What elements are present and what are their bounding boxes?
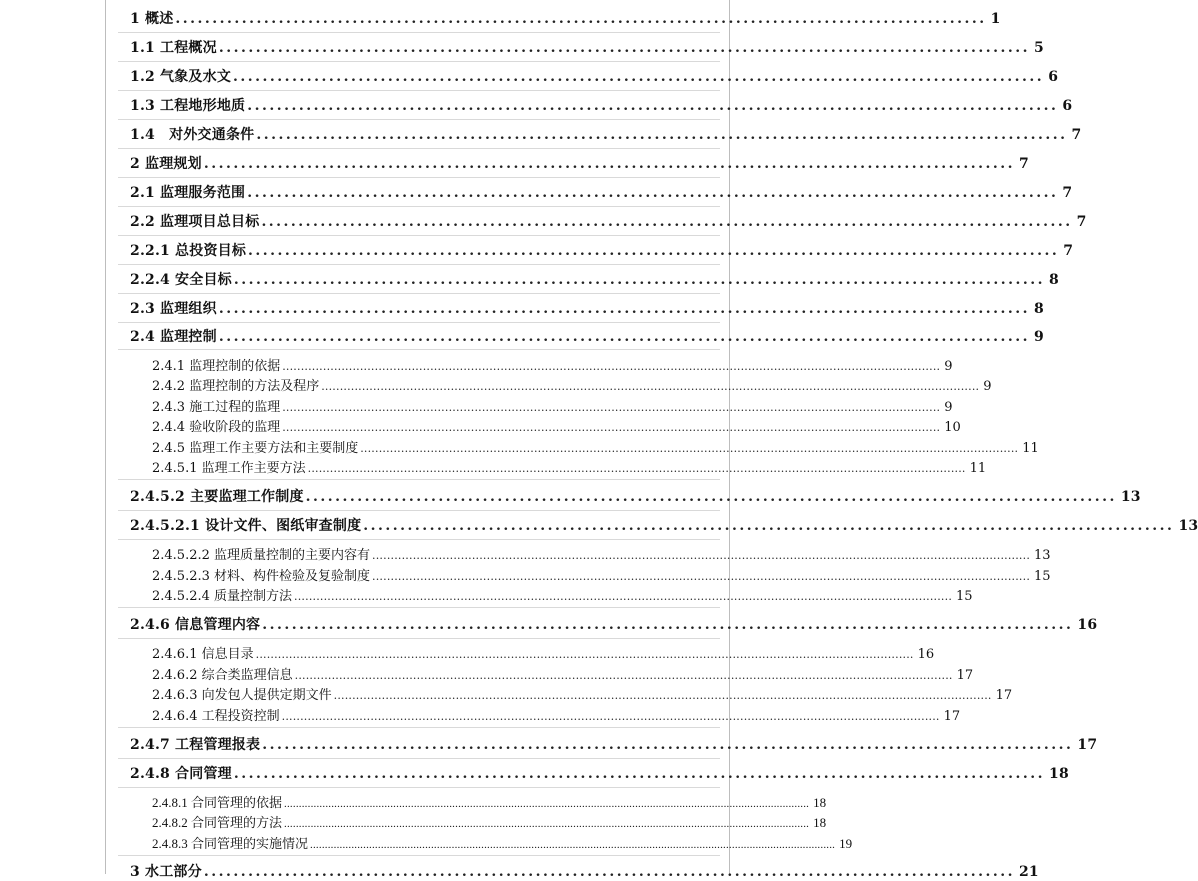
- divider: [118, 206, 720, 207]
- toc-entry-title: 2.2 监理项目总目标: [130, 214, 260, 230]
- toc-entry-page: 8: [1034, 301, 1044, 317]
- divider: [118, 264, 720, 265]
- toc-entry-page: 9: [944, 359, 953, 374]
- toc-leader-dots: ..................................................................................................................................................................................: [333, 689, 992, 702]
- divider: [118, 32, 720, 33]
- toc-leader-dots: ..................................................................................................................................................................................: [310, 839, 836, 851]
- divider: [118, 349, 720, 350]
- toc-entry-page: 9: [1034, 329, 1044, 345]
- divider: [118, 148, 720, 149]
- toc-entry-page: 9: [983, 379, 992, 394]
- toc-entry-title: 1.1 工程概况: [130, 40, 217, 56]
- toc-entry[interactable]: [152, 833, 853, 852]
- toc-leader-dots: ..................................................................................................................................................................................: [372, 570, 1031, 583]
- toc-leader-dots: ..............................................................................................................: [305, 489, 1117, 505]
- toc-entry-title: 1.2 气象及水文: [130, 69, 232, 85]
- toc-entry-page: 6: [1048, 69, 1059, 85]
- toc-entry-title: 2.4 监理控制: [130, 329, 217, 345]
- toc-leader-dots: ..................................................................................................................................................................................: [284, 798, 810, 810]
- toc-entry-title: 2.4.7 工程管理报表: [130, 737, 261, 753]
- toc-entry[interactable]: [130, 486, 1141, 506]
- toc-leader-dots: ..............................................................................................................: [247, 98, 1059, 114]
- toc-leader-dots: ..................................................................................................................................................................................: [294, 669, 953, 682]
- toc-entry-title: 2.2.1 总投资目标: [130, 243, 247, 259]
- toc-entry[interactable]: [130, 8, 1001, 28]
- toc-leader-dots: ..............................................................................................................: [218, 329, 1030, 345]
- toc-entry-page: 7: [1071, 127, 1082, 143]
- toc-entry-page: 1: [990, 11, 1001, 27]
- toc-leader-dots: ..............................................................................................................: [247, 185, 1059, 201]
- toc-entry[interactable]: [152, 396, 953, 415]
- divider: [118, 855, 720, 856]
- toc-entry-page: 9: [944, 400, 953, 415]
- toc-entry-page: 15: [956, 589, 973, 604]
- toc-entry[interactable]: [130, 515, 1198, 535]
- toc-entry[interactable]: [130, 240, 1074, 260]
- toc-leader-dots: ..................................................................................................................................................................................: [372, 549, 1031, 562]
- toc-entry-page: 7: [1063, 243, 1074, 259]
- toc-entry-page: 5: [1034, 40, 1044, 56]
- toc-leader-dots: ..................................................................................................................................................................................: [282, 401, 941, 414]
- divider: [118, 727, 720, 728]
- toc-entry-page: 8: [1049, 272, 1059, 288]
- toc-entry-title: 2.4.8.1 合同管理的依据: [152, 795, 283, 810]
- toc-entry-title: 2.3 监理组织: [130, 301, 217, 317]
- toc-entry[interactable]: [152, 544, 1051, 563]
- toc-entry[interactable]: [152, 812, 827, 831]
- toc-entry[interactable]: [130, 298, 1044, 318]
- divider: [118, 539, 720, 540]
- toc-entry-title: 1.3 工程地形地质: [130, 98, 246, 114]
- toc-entry-title: 3 水工部分: [130, 864, 202, 880]
- toc-leader-dots: ..................................................................................................................................................................................: [321, 380, 980, 393]
- toc-entry[interactable]: [130, 326, 1044, 346]
- toc-entry-title: 2 监理规划: [130, 156, 202, 172]
- toc-leader-dots: ..............................................................................................................: [363, 518, 1175, 534]
- toc-entry-title: 2.4.5.2 主要监理工作制度: [130, 489, 304, 505]
- toc-entry-title: 2.4.8.3 合同管理的实施情况: [152, 836, 309, 851]
- toc-entry-title: 2.4.6.1 信息目录: [152, 647, 254, 662]
- toc-entry-page: 17: [956, 668, 974, 683]
- toc-entry[interactable]: [152, 416, 961, 435]
- toc-entry[interactable]: [152, 375, 992, 394]
- toc-entry-title: 2.4.5.2.1 设计文件、图纸审查制度: [130, 518, 362, 534]
- toc-entry-title: 2.4.6.4 工程投资控制: [152, 709, 280, 724]
- toc-entry[interactable]: [152, 684, 1013, 703]
- toc-leader-dots: ..................................................................................................................................................................................: [255, 648, 914, 661]
- toc-leader-dots: ..................................................................................................................................................................................: [307, 462, 966, 475]
- toc-entry-page: 13: [1178, 518, 1198, 534]
- divider: [118, 293, 720, 294]
- toc-leader-dots: ..............................................................................................................: [218, 40, 1030, 56]
- divider: [118, 638, 720, 639]
- divider: [118, 607, 720, 608]
- toc-entry[interactable]: [152, 457, 987, 476]
- toc-leader-dots: ..............................................................................................................: [233, 272, 1046, 288]
- toc-entry-title: 2.4.5.2.4 质量控制方法: [152, 589, 293, 604]
- toc-entry[interactable]: [130, 153, 1029, 173]
- toc-entry[interactable]: [130, 211, 1087, 231]
- toc-entry-title: 2.4.2 监理控制的方法及程序: [152, 379, 320, 394]
- toc-entry[interactable]: [152, 643, 935, 662]
- toc-leader-dots: ..............................................................................................................: [233, 766, 1046, 782]
- toc-entry[interactable]: [130, 614, 1098, 634]
- toc-entry[interactable]: [130, 95, 1073, 115]
- toc-entry[interactable]: [130, 66, 1059, 86]
- toc-entry[interactable]: [152, 355, 953, 374]
- toc-leader-dots: ..................................................................................................................................................................................: [282, 360, 941, 373]
- toc-entry-page: 16: [917, 647, 935, 662]
- toc-leader-dots: ..............................................................................................................: [218, 301, 1030, 317]
- toc-entry-page: 10: [944, 420, 961, 435]
- toc-entry[interactable]: [130, 269, 1059, 289]
- toc-entry-page: 11: [1022, 441, 1039, 456]
- toc-entry-title: 2.4.4 验收阶段的监理: [152, 420, 281, 435]
- toc-entry[interactable]: [130, 861, 1039, 881]
- toc-leader-dots: ..................................................................................................................................................................................: [294, 590, 953, 603]
- toc-leader-dots: ..............................................................................................................: [203, 864, 1015, 880]
- toc-leader-dots: ..............................................................................................................: [262, 737, 1074, 753]
- toc-entry-title: 2.4.5.2.3 材料、构件检验及复验制度: [152, 569, 371, 584]
- toc-entry-title: 2.4.5.1 监理工作主要方法: [152, 461, 306, 476]
- toc-leader-dots: ..............................................................................................................: [233, 69, 1045, 85]
- toc-entry-title: 2.1 监理服务范围: [130, 185, 246, 201]
- toc-entry-page: 17: [995, 688, 1013, 703]
- divider: [118, 235, 720, 236]
- toc-entry-title: 1.4 对外交通条件: [130, 127, 255, 143]
- toc-entry-page: 19: [839, 836, 853, 851]
- toc-entry-page: 17: [943, 709, 961, 724]
- divider: [118, 758, 720, 759]
- toc-entry-title: 2.4.8 合同管理: [130, 766, 232, 782]
- toc-entry[interactable]: [152, 705, 961, 724]
- toc-entry-title: 2.4.6.2 综合类监理信息: [152, 668, 293, 683]
- toc-entry-page: 11: [969, 461, 987, 476]
- toc-leader-dots: ..................................................................................................................................................................................: [281, 710, 940, 723]
- page-edge-left: [105, 0, 106, 874]
- toc-entry-page: 18: [813, 795, 827, 810]
- toc-entry-page: 15: [1034, 569, 1051, 584]
- divider: [118, 322, 720, 323]
- toc-entry-title: 1 概述: [130, 11, 174, 27]
- toc-entry[interactable]: [130, 182, 1073, 202]
- toc-entry-page: 17: [1077, 737, 1098, 753]
- toc-entry-title: 2.4.3 施工过程的监理: [152, 400, 281, 415]
- toc-entry-page: 16: [1077, 617, 1098, 633]
- toc-entry[interactable]: [152, 585, 973, 604]
- toc-entry-page: 7: [1076, 214, 1087, 230]
- toc-entry[interactable]: [130, 124, 1082, 144]
- toc-entry-page: 13: [1034, 548, 1051, 563]
- toc-entry-title: 2.4.1 监理控制的依据: [152, 359, 281, 374]
- toc-leader-dots: ..............................................................................................................: [261, 214, 1073, 230]
- toc-leader-dots: ..............................................................................................................: [256, 127, 1068, 143]
- toc-entry[interactable]: [152, 664, 974, 683]
- toc-entry[interactable]: [130, 37, 1044, 57]
- toc-entry-page: 21: [1018, 864, 1039, 880]
- divider: [118, 177, 720, 178]
- toc-leader-dots: ..................................................................................................................................................................................: [282, 421, 941, 434]
- toc-entry[interactable]: [130, 763, 1069, 783]
- divider: [118, 119, 720, 120]
- divider: [118, 479, 720, 480]
- toc-entry-page: 18: [813, 815, 827, 830]
- toc-entry-title: 2.4.5.2.2 监理质量控制的主要内容有: [152, 548, 371, 563]
- divider: [118, 787, 720, 788]
- toc-entry-page: 6: [1062, 98, 1073, 114]
- divider: [118, 510, 720, 511]
- toc-entry[interactable]: [130, 734, 1098, 754]
- toc-leader-dots: ..............................................................................................................: [203, 156, 1015, 172]
- toc-leader-dots: ..................................................................................................................................................................................: [360, 442, 1019, 455]
- toc-entry[interactable]: [152, 792, 827, 811]
- toc-entry-page: 13: [1120, 489, 1141, 505]
- divider: [118, 61, 720, 62]
- toc-entry-title: 2.4.8.2 合同管理的方法: [152, 815, 283, 830]
- toc-entry-title: 2.2.4 安全目标: [130, 272, 232, 288]
- toc-leader-dots: ..............................................................................................................: [262, 617, 1074, 633]
- toc-entry-title: 2.4.5 监理工作主要方法和主要制度: [152, 441, 359, 456]
- divider: [118, 90, 720, 91]
- toc-entry[interactable]: [152, 437, 1039, 456]
- toc-leader-dots: ..............................................................................................................: [248, 243, 1060, 259]
- toc-leader-dots: ..................................................................................................................................................................................: [284, 818, 810, 830]
- toc-entry-page: 18: [1049, 766, 1069, 782]
- toc-entry-page: 7: [1018, 156, 1029, 172]
- toc-entry-title: 2.4.6 信息管理内容: [130, 617, 261, 633]
- toc-entry[interactable]: [152, 565, 1051, 584]
- toc-entry-page: 7: [1062, 185, 1073, 201]
- toc-entry-title: 2.4.6.3 向发包人提供定期文件: [152, 688, 332, 703]
- toc-leader-dots: ..............................................................................................................: [175, 11, 987, 27]
